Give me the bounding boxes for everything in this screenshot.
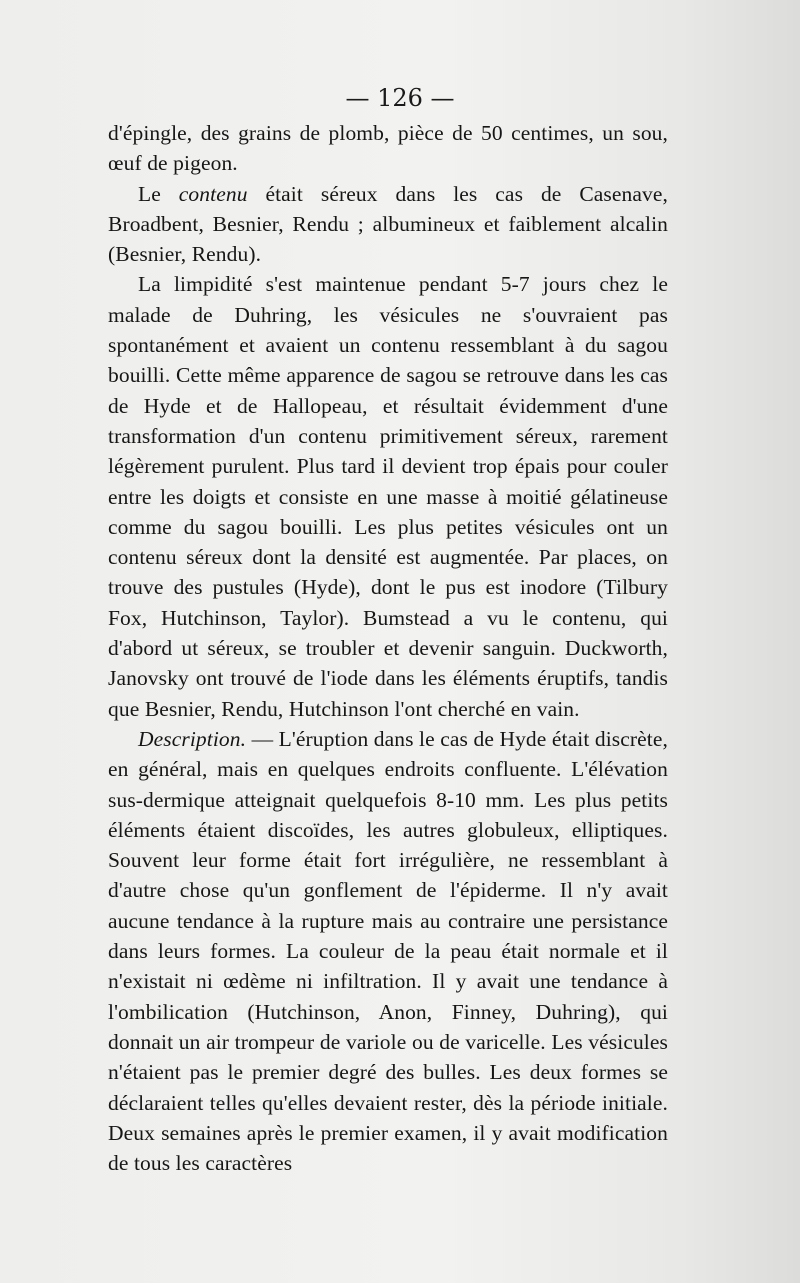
text-run: — L'éruption dans le cas de Hyde était discrète, en général, mais en quelques endroits confluente. L'élévation sus-dermique atteignait quelquefois 8-10 mm. Les plus petits éléments étaient discoïdes, les autres globuleux, elliptiques. Souvent leur forme était fort irrégulière, ne ressemblant à d'autre chose qu'un gonflement de l'épiderme. Il n'y avait aucune tendance à la rupture mais au contraire une persistance dans leurs formes. La couleur de la peau était normale et il n'existait ni œdème ni infiltration. Il y avait une tendance à l'ombilication (Hutchinson, Anon, Finney, Duhring), qui donnait un air trompeur de variole ou de varicelle. Les vésicules n'étaient pas le premier degré des bulles. Les deux formes se déclaraient telles qu'elles devaient rester, dès la période initiale. Deux semaines après le premier examen, il y avait modification de tous les caractères <box>108 726 668 1176</box>
paragraph-contenu <box>108 179 668 270</box>
section-heading-inline: Description. <box>138 726 247 751</box>
text-run: Le <box>138 181 179 206</box>
text-run: était séreux dans les cas de Casenave, Broadbent, Besnier, Rendu ; albumineux et faiblement alcalin (Besnier, Rendu). <box>108 181 668 267</box>
paragraph-limpidite <box>108 269 668 723</box>
paragraph-description <box>108 724 668 1178</box>
italic-term: contenu <box>178 181 248 206</box>
text-run: La limpidité s'est maintenue pendant 5-7 jours chez le malade de Duhring, les vésicules ne s'ouvraient pas spontanément et avaient un contenu ressemblant à du sagou bouilli. Cette même apparence de sagou se retrouve dans les cas de Hyde et de Hallopeau, et résultait évidemment d'une transformation d'un contenu primitivement séreux, rarement légèrement purulent. Plus tard il devient trop épais pour couler entre les doigts et consiste en une masse à moitié gélatineuse comme du sagou bouilli. Les plus petites vésicules ont un contenu séreux dont la densité est augmentée. Par places, on trouve des pustules (Hyde), dont le pus est inodore (Tilbury Fox, Hutchinson, Taylor). Bumstead a vu le contenu, qui d'abord ut séreux, se troubler et devenir sanguin. Duckworth, Janovsky ont trouvé de l'iode dans les éléments éruptifs, tandis que Besnier, Rendu, Hutchinson l'ont cherché en vain. <box>108 272 668 721</box>
text-run: d'épingle, des grains de plomb, pièce de 50 centimes, un sou, œuf de pigeon. <box>108 121 668 176</box>
page-number: — 126 — <box>345 84 455 112</box>
paragraph-continuation <box>108 118 668 179</box>
body-text <box>108 118 668 1178</box>
